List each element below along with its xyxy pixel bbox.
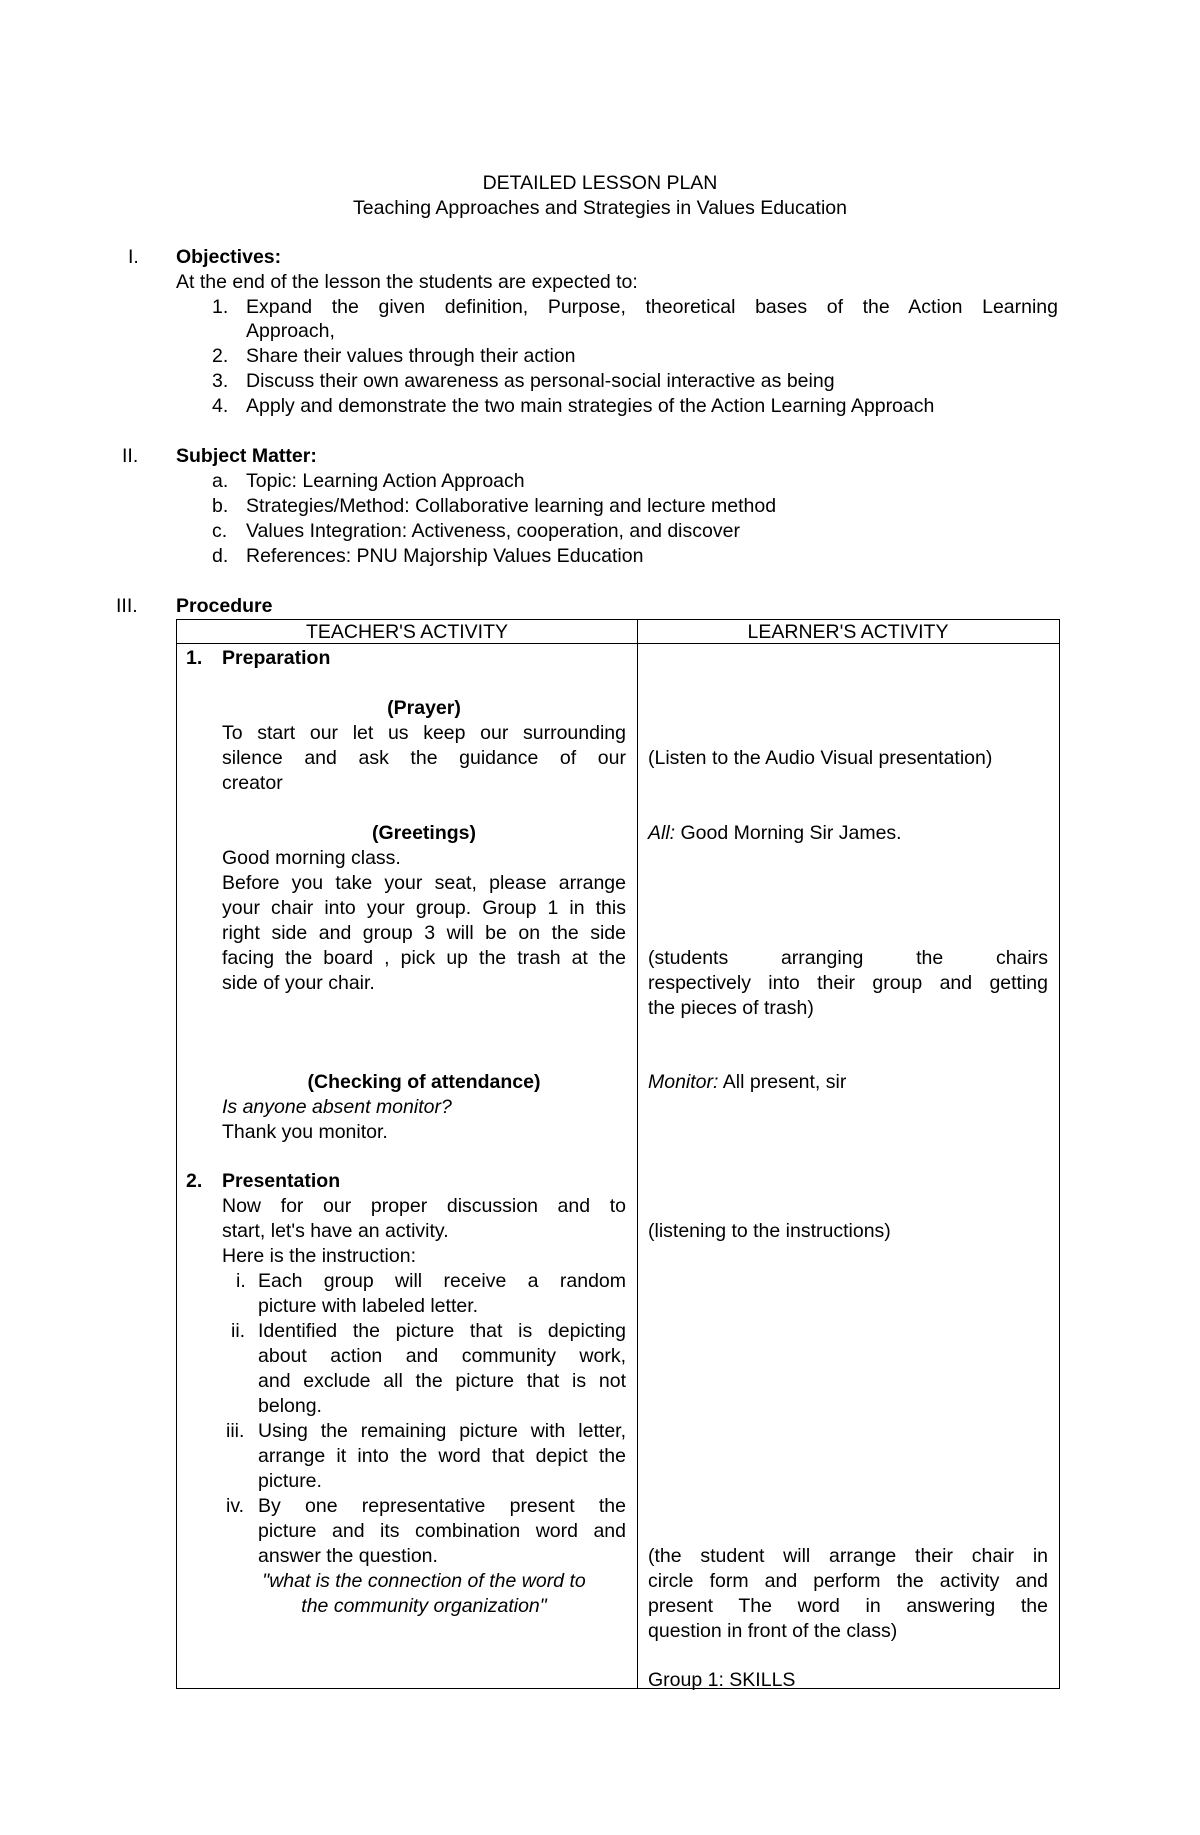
learner-arrange-line: (students arranging the chairs [648,947,1048,969]
attendance-question: Is anyone absent monitor? [222,1096,452,1118]
greetings-text-line: your chair into your group. Group 1 in this [222,897,626,919]
subject-letter: a. [212,470,229,492]
teacher-activity-header: TEACHER'S ACTIVITY [305,621,508,643]
presentation-intro-line: Here is the instruction: [222,1245,417,1267]
activity-question-line: "what is the connection of the word to [262,1570,586,1592]
instruction-step-line: picture and its combination word and [258,1520,626,1542]
objectives-intro: At the end of the lesson the students are expected to: [176,271,638,293]
table-column-divider [637,619,638,1689]
learner-arrange-line: respectively into their group and getting [648,972,1048,994]
presentation-number: 2. [186,1170,203,1192]
document-subtitle: Teaching Approaches and Strategies in Values Education [353,197,847,219]
subject-item: Topic: Learning Action Approach [246,470,525,492]
objective-text-continued: Approach, [246,320,335,342]
learner-activity-line: (the student will arrange their chair in [648,1545,1048,1567]
learner-monitor-response [648,1070,846,1094]
instruction-step-line: about action and community work, [258,1345,626,1367]
instruction-step-number: iii. [226,1420,245,1442]
greetings-heading: (Greetings) [371,822,476,844]
objective-number: 3. [212,370,229,392]
objectives-heading: Objectives: [176,246,282,268]
preparation-heading: Preparation [222,647,331,669]
section-numeral-subject: II. [122,445,139,467]
greetings-text-line: side of your chair. [222,972,375,994]
prayer-text-line: To start our let us keep our surrounding [222,722,626,744]
subject-item: References: PNU Majorship Values Education [246,545,644,567]
subject-item: Values Integration: Activeness, cooperation, and discover [246,520,740,542]
subject-item: Strategies/Method: Collaborative learning and lecture method [246,495,777,517]
instruction-step-number: ii. [231,1320,246,1342]
subject-letter: c. [212,520,228,542]
section-numeral-procedure: III. [116,595,138,617]
instruction-step-line: Using the remaining picture with letter, [258,1420,626,1442]
presentation-intro-line: start, let's have an activity. [222,1220,449,1242]
speaker-text: Good Morning Sir James. [675,822,902,844]
attendance-heading: (Checking of attendance) [307,1071,541,1093]
attendance-thanks: Thank you monitor. [222,1121,388,1143]
learner-listening-response: (listening to the instructions) [648,1220,891,1242]
instruction-step-line: answer the question. [258,1545,438,1567]
objective-number: 4. [212,395,229,417]
instruction-step-line: picture. [258,1470,322,1492]
document-title: DETAILED LESSON PLAN [482,172,718,194]
speaker-label: Monitor: [648,1071,719,1093]
prayer-heading: (Prayer) [387,697,461,719]
objective-text: Discuss their own awareness as personal-social interactive as being [246,370,835,392]
greetings-text-line: facing the board , pick up the trash at the [222,947,626,969]
preparation-number: 1. [186,647,203,669]
presentation-intro-line: Now for our proper discussion and to [222,1195,626,1217]
objective-number: 2. [212,345,229,367]
objective-text: Share their values through their action [246,345,576,367]
learner-arrange-line: the pieces of trash) [648,997,814,1019]
objective-text: Apply and demonstrate the two main strategies of the Action Learning Approach [246,395,935,417]
instruction-step-line: Identified the picture that is depicting [258,1320,626,1342]
instruction-step-line: Each group will receive a random [258,1270,626,1292]
objective-text: Expand the given definition, Purpose, theoretical bases of the Action Learning [246,296,1058,318]
speaker-label: All: [648,822,676,844]
activity-question-line: the community organization" [301,1595,547,1617]
greetings-text-line: Before you take your seat, please arrange [222,872,626,894]
instruction-step-number: i. [236,1270,246,1292]
learner-activity-header: LEARNER'S ACTIVITY [747,621,949,643]
instruction-step-line: picture with labeled letter. [258,1295,479,1317]
subject-letter: b. [212,495,229,517]
instruction-step-line: By one representative present the [258,1495,626,1517]
learner-group-result: Group 1: SKILLS [648,1669,796,1691]
prayer-text-line: silence and ask the guidance of our [222,747,626,769]
learner-av-response: (Listen to the Audio Visual presentation) [648,747,993,769]
subject-matter-heading: Subject Matter: [176,445,317,467]
instruction-step-number: iv. [226,1495,245,1517]
learner-activity-line: question in front of the class) [648,1620,898,1642]
greetings-text-line: right side and group 3 will be on the side [222,922,626,944]
learner-activity-line: present The word in answering the [648,1595,1048,1617]
greetings-text-line: Good morning class. [222,847,401,869]
procedure-heading: Procedure [176,595,273,617]
objective-number: 1. [212,296,229,318]
learner-activity-line: circle form and perform the activity and [648,1570,1048,1592]
speaker-text: All present, sir [718,1071,847,1093]
presentation-heading: Presentation [222,1170,341,1192]
instruction-step-line: and exclude all the picture that is not [258,1370,626,1392]
instruction-step-line: arrange it into the word that depict the [258,1445,626,1467]
instruction-step-line: belong. [258,1395,322,1417]
subject-letter: d. [212,545,229,567]
prayer-text-line: creator [222,772,283,794]
learner-greeting-response [648,821,902,845]
section-numeral-objectives: I. [128,246,139,268]
